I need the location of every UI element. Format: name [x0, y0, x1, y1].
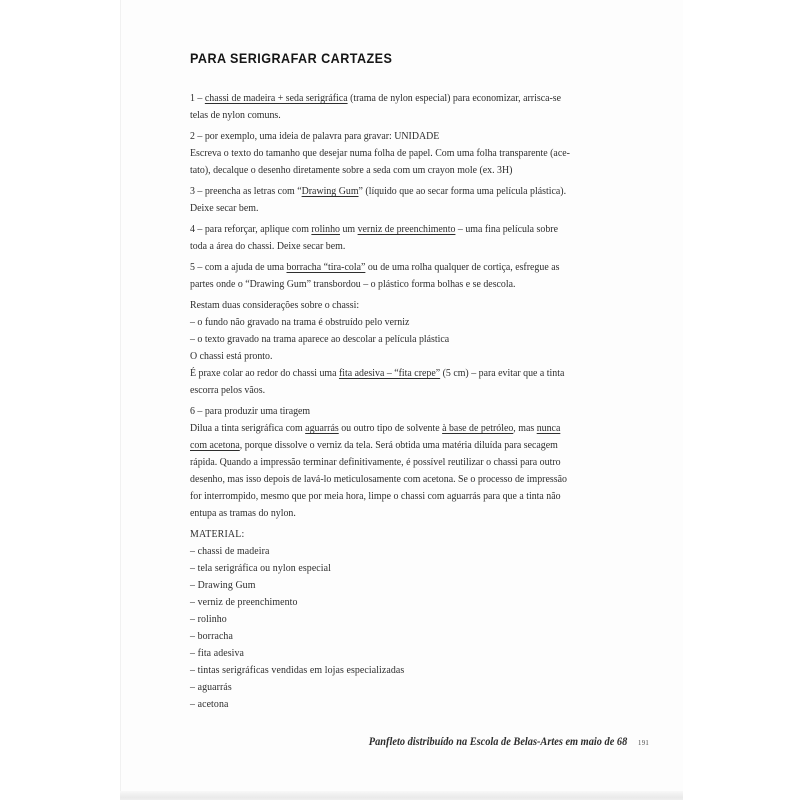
- paragraph-item-3: [190, 183, 649, 217]
- text-line: O chassi está pronto.: [190, 350, 273, 362]
- text-line: 5 – com a ajuda de uma borracha “tira-cola” ou de uma rolha qualquer de cortiça, esfregue as: [190, 261, 560, 273]
- page-footer: [190, 736, 649, 748]
- page-bottom-edge: [120, 791, 683, 800]
- paragraph-item-1: [190, 90, 649, 124]
- material-item: – tintas serigráficas vendidas em lojas especializadas: [190, 664, 405, 676]
- text-line: toda a área do chassi. Deixe secar bem.: [190, 240, 346, 252]
- text-line: – o fundo não gravado na trama é obstruído pelo verniz: [190, 316, 410, 328]
- text-line: escorra pelos vãos.: [190, 384, 266, 396]
- material-item: – aguarrás: [190, 681, 232, 693]
- text-line: rápida. Quando a impressão terminar definitivamente, é possível reutilizar o chassi para outro: [190, 456, 561, 468]
- page-title: PARA SERIGRAFAR CARTAZES: [190, 50, 393, 66]
- text-line: 2 – por exemplo, uma ideia de palavra para gravar: UNIDADE: [190, 130, 440, 142]
- material-item: – rolinho: [190, 613, 227, 625]
- material-section: [190, 526, 649, 713]
- material-item: – acetona: [190, 698, 229, 710]
- text-line: É praxe colar ao redor do chassi uma fita adesiva – “fita crepe” (5 cm) – para evitar que a tinta: [190, 367, 565, 379]
- page-content: [190, 50, 649, 748]
- material-item: – tela serigráfica ou nylon especial: [190, 562, 331, 574]
- material-item: – verniz de preenchimento: [190, 596, 298, 608]
- text-line: – o texto gravado na trama aparece ao descolar a película plástica: [190, 333, 450, 345]
- text-line: tato), decalque o desenho diretamente sobre a seda com um crayon mole (ex. 3H): [190, 164, 513, 176]
- text-line: partes onde o “Drawing Gum” transbordou – o plástico forma bolhas e se descola.: [190, 278, 516, 290]
- text-line: Restam duas considerações sobre o chassi:: [190, 299, 360, 311]
- footer-caption: Panfleto distribuído na Escola de Belas-Artes em maio de 68: [368, 736, 628, 748]
- paragraph-item-6: [190, 403, 649, 522]
- text-line: Dilua a tinta serigráfica com aguarrás ou outro tipo de solvente à base de petróleo, mas nunca: [190, 422, 561, 434]
- text-line: telas de nylon comuns.: [190, 109, 281, 121]
- text-line: for interrompido, mesmo que por meia hora, limpe o chassi com aguarrás para que a tinta não: [190, 490, 561, 502]
- paragraph-item-4: [190, 221, 649, 255]
- material-item: – borracha: [190, 630, 233, 642]
- material-heading: MATERIAL:: [190, 528, 245, 540]
- text-line: entupa as tramas do nylon.: [190, 507, 296, 519]
- paragraph-item-2: [190, 128, 649, 179]
- material-list: [190, 543, 649, 713]
- text-line: desenho, mas isso depois de lavá-lo meticulosamente com acetona. Se o processo de impressão: [190, 473, 567, 485]
- paragraph-item-5: [190, 259, 649, 293]
- paragraph-considerations: [190, 297, 649, 399]
- text-line: Escreva o texto do tamanho que desejar numa folha de papel. Com uma folha transparente (ace-: [190, 147, 570, 159]
- material-item: – Drawing Gum: [190, 579, 256, 591]
- text-line: Deixe secar bem.: [190, 202, 259, 214]
- text-line: com acetona, porque dissolve o verniz da tela. Será obtida uma matéria diluída para secagem: [190, 439, 558, 451]
- text-line: 1 – chassi de madeira + seda serigráfica (trama de nylon especial) para economizar, arrisca-se: [190, 92, 562, 104]
- text-line: 3 – preencha as letras com “Drawing Gum” (líquido que ao secar forma uma película plástica).: [190, 185, 567, 197]
- page-number: 191: [638, 738, 649, 747]
- material-item: – fita adesiva: [190, 647, 245, 659]
- text-line: 4 – para reforçar, aplique com rolinho um verniz de preenchimento – uma fina película sobre: [190, 223, 558, 235]
- document-body: [190, 90, 649, 522]
- text-line: 6 – para produzir uma tiragem: [190, 405, 311, 417]
- material-item: – chassi de madeira: [190, 545, 270, 557]
